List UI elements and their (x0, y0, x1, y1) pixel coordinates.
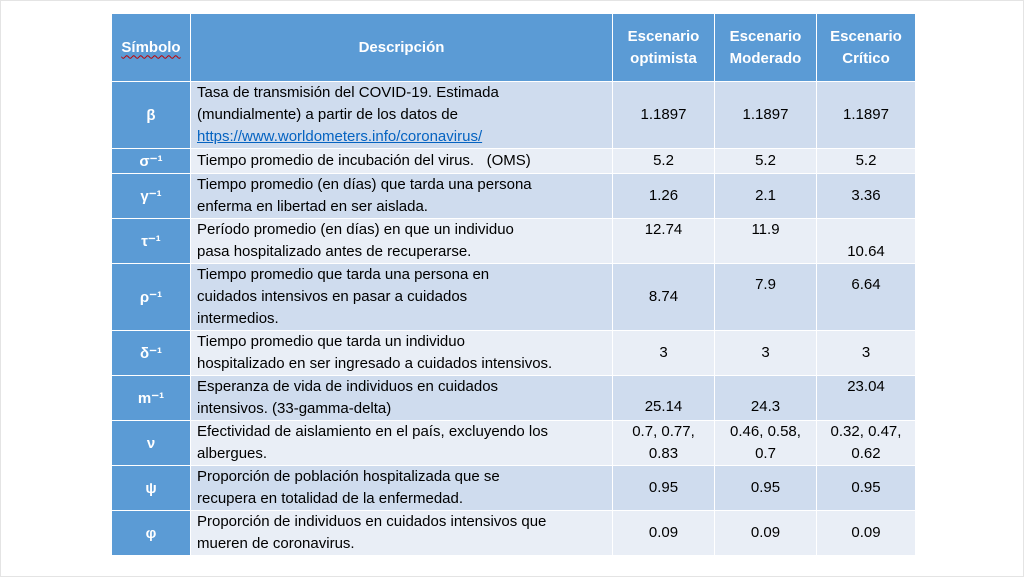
description-cell: Tiempo promedio que tarda una persona en cuidados intensivos en pasar a cuidados intermedios. (191, 264, 613, 331)
table-row (112, 149, 916, 174)
table-row (112, 376, 916, 421)
symbol-cell: σ⁻¹ (112, 149, 191, 174)
optimistic-value: 0.09 (613, 511, 715, 556)
header-critical: Escenario Crítico (817, 14, 916, 82)
symbol-cell: δ⁻¹ (112, 331, 191, 376)
critical-value: 1.1897 (817, 82, 916, 149)
moderate-value: 5.2 (715, 149, 817, 174)
critical-value: 6.64 (817, 264, 916, 331)
symbol-cell: ρ⁻¹ (112, 264, 191, 331)
header-row (112, 14, 916, 82)
table-row (112, 466, 916, 511)
header-moderate: Escenario Moderado (715, 14, 817, 82)
symbol-cell: τ⁻¹ (112, 219, 191, 264)
table-row (112, 331, 916, 376)
worldometers-link[interactable]: https://www.worldometers.info/coronavirus/ (197, 128, 483, 145)
header-optimistic: Escenario optimista (613, 14, 715, 82)
description-cell: Esperanza de vida de individuos en cuidados intensivos. (33-gamma-delta) (191, 376, 613, 421)
description-cell: Proporción de población hospitalizada que se recupera en totalidad de la enfermedad. (191, 466, 613, 511)
optimistic-value: 3 (613, 331, 715, 376)
optimistic-value: 1.26 (613, 174, 715, 219)
symbol-cell: φ (112, 511, 191, 556)
table-row (112, 82, 916, 149)
moderate-value: 3 (715, 331, 817, 376)
symbol-cell: β (112, 82, 191, 149)
table-row (112, 511, 916, 556)
header-symbol: Símbolo (112, 14, 191, 82)
table-row (112, 219, 916, 264)
moderate-value: 11.9 (715, 219, 817, 264)
symbol-cell: ψ (112, 466, 191, 511)
symbol-cell: ν (112, 421, 191, 466)
description-cell: Tiempo promedio que tarda un individuo hospitalizado en ser ingresado a cuidados intensivos. (191, 331, 613, 376)
optimistic-value: 1.1897 (613, 82, 715, 149)
critical-value: 10.64 (817, 219, 916, 264)
moderate-value: 2.1 (715, 174, 817, 219)
optimistic-value: 25.14 (613, 376, 715, 421)
optimistic-value: 0.7, 0.77, 0.83 (613, 421, 715, 466)
symbol-cell: γ⁻¹ (112, 174, 191, 219)
optimistic-value: 0.95 (613, 466, 715, 511)
description-cell: Tiempo promedio de incubación del virus. (OMS) (191, 149, 613, 174)
table-row (112, 174, 916, 219)
description-cell: Período promedio (en días) en que un individuo pasa hospitalizado antes de recuperarse. (191, 219, 613, 264)
table-row (112, 421, 916, 466)
critical-value: 3 (817, 331, 916, 376)
moderate-value: 0.09 (715, 511, 817, 556)
optimistic-value: 5.2 (613, 149, 715, 174)
moderate-value: 1.1897 (715, 82, 817, 149)
description-cell: Tiempo promedio (en días) que tarda una persona enferma en libertad en ser aislada. (191, 174, 613, 219)
critical-value: 0.09 (817, 511, 916, 556)
optimistic-value: 8.74 (613, 264, 715, 331)
moderate-value: 7.9 (715, 264, 817, 331)
critical-value: 5.2 (817, 149, 916, 174)
moderate-value: 0.46, 0.58, 0.7 (715, 421, 817, 466)
critical-value: 0.32, 0.47, 0.62 (817, 421, 916, 466)
critical-value: 23.04 (817, 376, 916, 421)
description-cell: Proporción de individuos en cuidados intensivos que mueren de coronavirus. (191, 511, 613, 556)
table-row (112, 264, 916, 331)
moderate-value: 24.3 (715, 376, 817, 421)
symbol-cell: m⁻¹ (112, 376, 191, 421)
critical-value: 0.95 (817, 466, 916, 511)
parameters-table (111, 13, 916, 556)
header-description: Descripción (191, 14, 613, 82)
description-cell: Efectividad de aislamiento en el país, excluyendo los albergues. (191, 421, 613, 466)
optimistic-value: 12.74 (613, 219, 715, 264)
critical-value: 3.36 (817, 174, 916, 219)
description-cell: Tasa de transmisión del COVID-19. Estimada (mundialmente) a partir de los datos de https://www.worldometers.info/coronavirus/ (191, 82, 613, 149)
moderate-value: 0.95 (715, 466, 817, 511)
